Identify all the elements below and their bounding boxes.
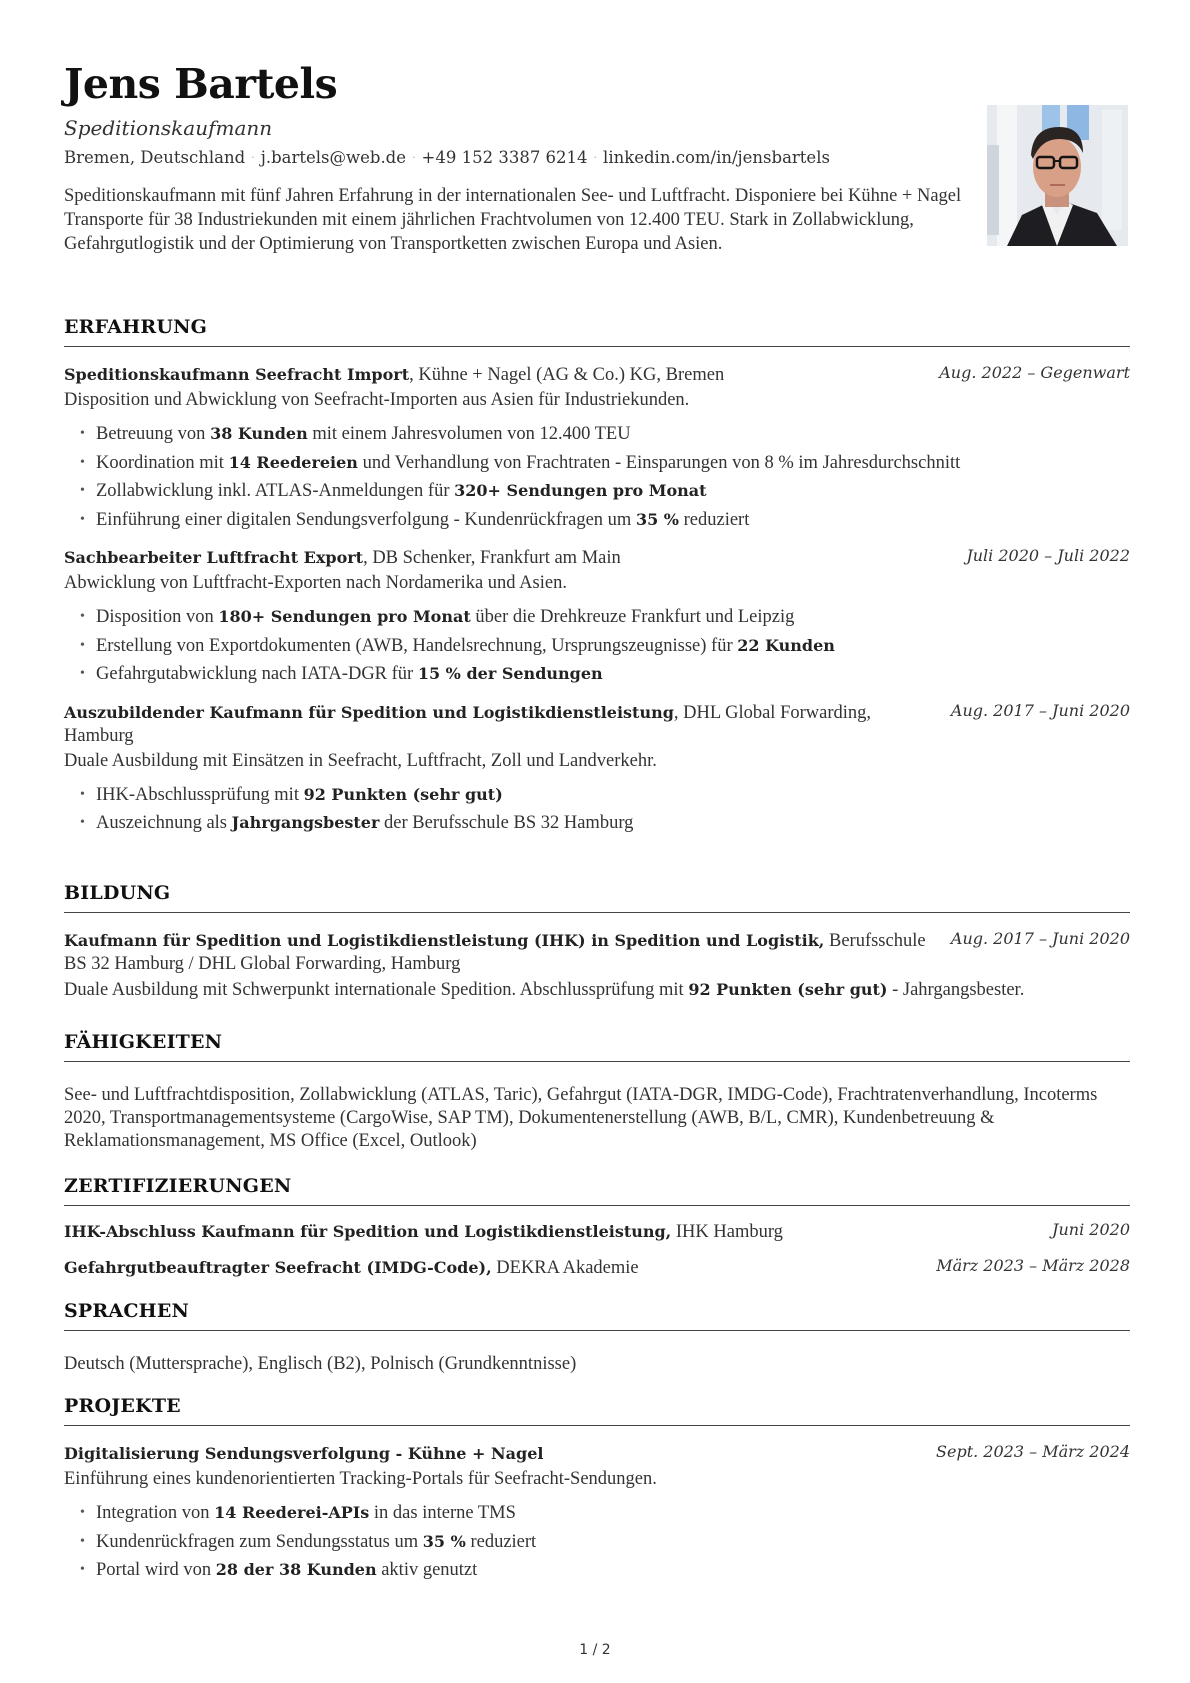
- portrait-image: [987, 105, 1128, 246]
- section-heading-projects: PROJEKTE: [64, 1395, 1130, 1426]
- separator-dot: ·: [251, 151, 255, 164]
- section-heading-education: BILDUNG: [64, 882, 1130, 913]
- achievement-item: • Betreuung von 38 Kunden mit einem Jahresvolumen von 12.400 TEU: [80, 420, 1130, 449]
- achievement-item: • Integration von 14 Reederei-APIs in das interne TMS: [80, 1499, 1130, 1528]
- achievement-list: [80, 603, 1130, 689]
- contact-phone[interactable]: +49 152 3387 6214: [421, 148, 588, 167]
- section-heading-certifications: ZERTIFIZIERUNGEN: [64, 1175, 1130, 1206]
- profile-summary: Speditionskaufmann mit fünf Jahren Erfahrung in der internationalen See- und Luftfracht. Disponiere bei Kühne + Nagel Transporte für 38 Industriekunden mit einem jährlichen Frachtvolumen von 12.400 TEU. Stark in Zollabwicklung, Gefahrgutlogistik und der Optimierung von Transportketten zwischen Europa und Asien.: [64, 186, 962, 254]
- profile-photo: [987, 105, 1128, 246]
- achievement-item: • Kundenrückfragen zum Sendungsstatus um 35 % reduziert: [80, 1528, 1130, 1557]
- achievement-item: • Auszeichnung als Jahrgangsbester der Berufsschule BS 32 Hamburg: [80, 809, 1130, 838]
- experience-entry: [64, 701, 1130, 838]
- entry-org: , DB Schenker, Frankfurt am Main: [363, 548, 621, 568]
- achievement-list: [80, 781, 1130, 838]
- entry-date: März 2023 – März 2028: [936, 1256, 1130, 1275]
- entry-date: Aug. 2017 – Juni 2020: [950, 929, 1130, 948]
- contact-line: [64, 148, 830, 167]
- entry-role: Sachbearbeiter Luftfracht Export: [64, 548, 364, 567]
- certification-name: IHK-Abschluss Kaufmann für Spedition und Logistikdienstleistung,: [64, 1222, 672, 1241]
- entry-description: Abwicklung von Luftfracht-Exporten nach Nordamerika und Asien.: [64, 573, 567, 593]
- entry-description: Duale Ausbildung mit Schwerpunkt internationale Spedition. Abschlussprüfung mit 92 Punkten (sehr gut) - Jahrgangsbester.: [64, 980, 1025, 1000]
- experience-entry: [64, 546, 1130, 689]
- achievement-item: • Erstellung von Exportdokumenten (AWB, Handelsrechnung, Ursprungszeugnisse) für 22 Kunden: [80, 632, 1130, 661]
- entry-description: Einführung eines kundenorientierten Tracking-Portals für Seefracht-Sendungen.: [64, 1469, 657, 1489]
- skills-section: [64, 1031, 1130, 1153]
- section-heading-experience: ERFAHRUNG: [64, 316, 1130, 347]
- skills-list: See- und Luftfrachtdisposition, Zollabwicklung (ATLAS, Taric), Gefahrgut (IATA-DGR, IMDG-Code), Frachtratenverhandlung, Incoterms 2020, Transportmanagementsysteme (CargoWise, SAP TM), Dokumentenerstellung (AWB, B/L, CMR), Kundenbetreuung & Reklamationsmanagement, MS Office (Excel, Outlook): [64, 1085, 1098, 1151]
- achievement-item: • Einführung einer digitalen Sendungsverfolgung - Kundenrückfragen um 35 % reduziert: [80, 506, 1130, 535]
- education-section: [64, 882, 1130, 1004]
- entry-org: , DHL Global Forwarding, Hamburg: [64, 702, 872, 746]
- achievement-list: [80, 420, 1130, 534]
- entry-org: Berufsschule BS 32 Hamburg / DHL Global Forwarding, Hamburg: [64, 931, 926, 974]
- entry-role: Speditionskaufmann Seefracht Import: [64, 365, 410, 384]
- entry-degree: Kaufmann für Spedition und Logistikdienstleistung (IHK) in Spedition und Logistik,: [64, 931, 825, 950]
- contact-linkedin[interactable]: linkedin.com/in/jensbartels: [603, 148, 830, 167]
- entry-org: , Kühne + Nagel (AG & Co.) KG, Bremen: [409, 365, 725, 385]
- experience-section: [64, 316, 1130, 838]
- entry-date: Sept. 2023 – März 2024: [936, 1442, 1130, 1461]
- achievement-item: • IHK-Abschlussprüfung mit 92 Punkten (sehr gut): [80, 781, 1130, 810]
- languages-list: Deutsch (Muttersprache), Englisch (B2), Polnisch (Grundkenntnisse): [64, 1354, 577, 1374]
- certification-entry: [64, 1256, 1130, 1280]
- certifications-section: [64, 1175, 1130, 1280]
- achievement-item: • Zollabwicklung inkl. ATLAS-Anmeldungen für 320+ Sendungen pro Monat: [80, 477, 1130, 506]
- achievement-item: • Disposition von 180+ Sendungen pro Monat über die Drehkreuze Frankfurt und Leipzig: [80, 603, 1130, 632]
- entry-description: Duale Ausbildung mit Einsätzen in Seefracht, Luftfracht, Zoll und Landverkehr.: [64, 750, 657, 771]
- separator-dot: ·: [593, 151, 598, 164]
- certification-issuer: IHK Hamburg: [671, 1222, 783, 1242]
- achievement-item: • Portal wird von 28 der 38 Kunden aktiv genutzt: [80, 1556, 1130, 1585]
- education-entry: [64, 929, 1130, 1004]
- entry-date: Juni 2020: [1052, 1220, 1130, 1239]
- separator-dot: ·: [412, 151, 416, 164]
- contact-email[interactable]: j.bartels@web.de: [260, 148, 407, 167]
- project-entry: [64, 1442, 1130, 1585]
- achievement-item: • Koordination mit 14 Reedereien und Verhandlung von Frachtraten - Einsparungen von 8 % im Jahresdurchschnitt: [80, 449, 1130, 478]
- entry-date: Juli 2020 – Juli 2022: [966, 546, 1130, 565]
- candidate-name: Jens Bartels: [64, 60, 338, 108]
- project-name: Digitalisierung Sendungsverfolgung - Kühne + Nagel: [64, 1444, 544, 1463]
- achievement-list: [80, 1499, 1130, 1585]
- certification-issuer: DEKRA Akademie: [491, 1258, 639, 1278]
- entry-date: Aug. 2022 – Gegenwart: [939, 363, 1130, 382]
- certification-name: Gefahrgutbeauftragter Seefracht (IMDG-Code),: [64, 1258, 492, 1277]
- entry-description: Disposition und Abwicklung von Seefracht-Importen aus Asien für Industriekunden.: [64, 390, 690, 410]
- entry-role: Auszubildender Kaufmann für Spedition und Logistikdienstleistung: [64, 702, 674, 722]
- experience-entry: [64, 363, 1130, 534]
- section-heading-languages: SPRACHEN: [64, 1300, 1130, 1331]
- languages-section: [64, 1300, 1130, 1376]
- achievement-item: • Gefahrgutabwicklung nach IATA-DGR für 15 % der Sendungen: [80, 660, 1130, 689]
- section-heading-skills: FÄHIGKEITEN: [64, 1031, 1130, 1062]
- projects-section: [64, 1395, 1130, 1585]
- certification-entry: [64, 1220, 1130, 1244]
- contact-location: Bremen, Deutschland: [64, 148, 246, 167]
- entry-header: [64, 1220, 1130, 1244]
- job-title: Speditionskaufmann: [64, 116, 273, 140]
- page-indicator: 1 / 2: [579, 1642, 611, 1658]
- entry-date: Aug. 2017 – Juni 2020: [950, 700, 1130, 720]
